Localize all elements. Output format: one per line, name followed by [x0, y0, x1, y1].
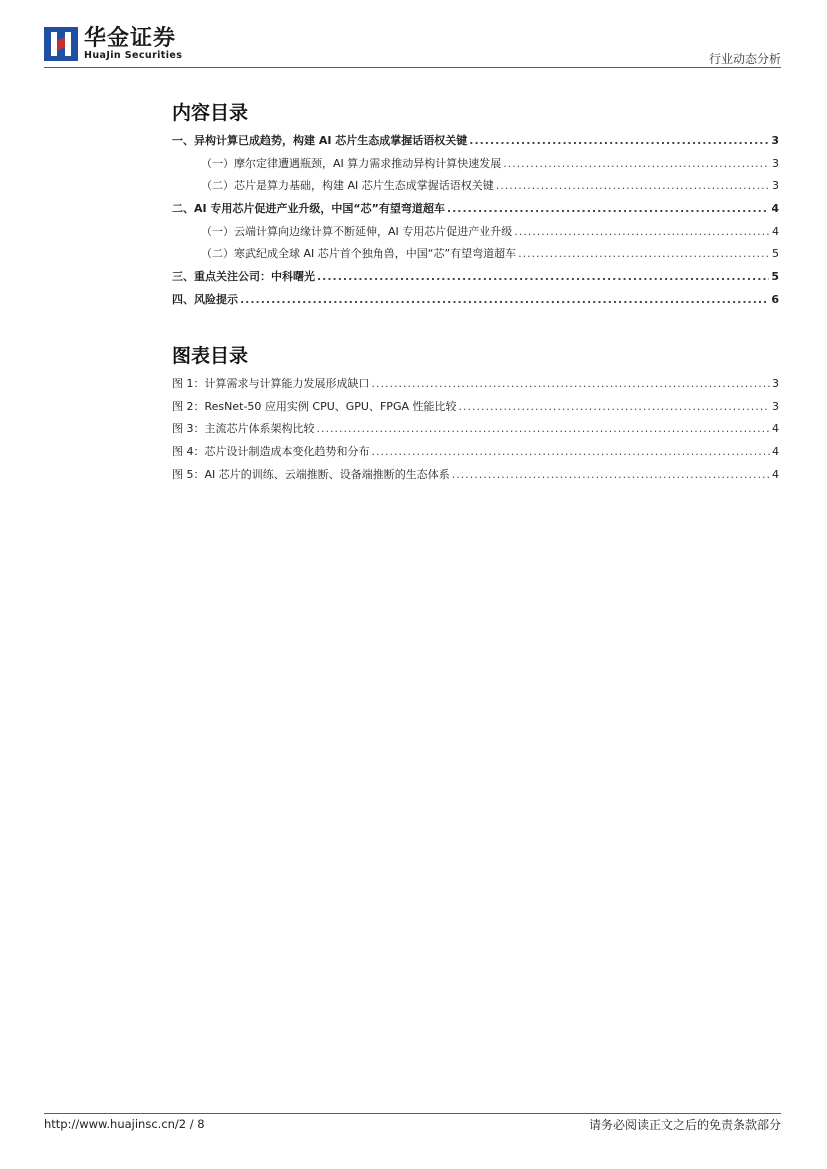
toc-leader-dots	[372, 377, 771, 390]
figure-entry-text: 图 3：主流芯片体系架构比较	[172, 422, 315, 436]
toc-entry-page: 3	[772, 156, 779, 170]
toc-entry-text: 二、AI 专用芯片促进产业升级，中国“芯”有望弯道超车	[172, 202, 445, 216]
figure-entry-page: 4	[772, 422, 779, 436]
toc-leader-dots	[496, 179, 770, 192]
figure-entry[interactable]	[172, 398, 779, 421]
toc-entry[interactable]	[172, 177, 779, 200]
figure-entry-page: 4	[772, 467, 779, 481]
figure-entry-text: 图 4：芯片设计制造成本变化趋势和分布	[172, 445, 370, 459]
figure-entry-page: 4	[772, 445, 779, 459]
toc-leader-dots	[240, 293, 769, 306]
toc-entry-page: 3	[771, 134, 779, 147]
toc-leader-dots	[447, 202, 769, 215]
toc-entry-page: 5	[771, 270, 779, 284]
toc-entry-page: 3	[772, 179, 779, 193]
figures-list	[172, 375, 779, 488]
logo-chinese-name: 华金证券	[84, 26, 177, 51]
figure-entry[interactable]	[172, 375, 779, 398]
huajin-logo-icon	[44, 27, 78, 61]
figures-title: 图表目录	[172, 345, 249, 367]
figure-entry[interactable]	[172, 420, 779, 443]
toc-entry-text: 四、风险提示	[172, 292, 238, 306]
contents-title: 内容目录	[172, 102, 249, 124]
toc-leader-dots	[514, 225, 770, 238]
toc-entry[interactable]	[172, 223, 779, 246]
logo-english-name: HuaJin Securities	[84, 50, 183, 61]
toc-entry-text: （二）芯片是算力基础，构建 AI 芯片生态成掌握话语权关键	[201, 179, 494, 193]
toc-entry-page: 6	[771, 292, 779, 306]
toc-leader-dots	[452, 468, 770, 481]
toc-leader-dots	[469, 134, 769, 147]
figure-entry[interactable]	[172, 443, 779, 466]
figure-entry-page: 3	[772, 399, 779, 413]
toc-entry[interactable]	[172, 200, 779, 223]
figure-entry-text: 图 2：ResNet-50 应用实例 CPU、GPU、FPGA 性能比较	[172, 399, 457, 413]
toc-entry-text: （一）摩尔定律遭遇瓶颈，AI 算力需求推动异构计算快速发展	[201, 156, 502, 170]
toc-entry[interactable]	[172, 245, 779, 268]
figure-entry-text: 图 5：AI 芯片的训练、云端推断、设备端推断的生态体系	[172, 467, 450, 481]
toc-entry[interactable]	[172, 132, 779, 155]
toc-leader-dots	[317, 270, 769, 283]
toc-leader-dots	[503, 157, 770, 170]
toc-entry-text: 三、重点关注公司：中科曙光	[172, 270, 315, 284]
toc-leader-dots	[317, 422, 771, 435]
figure-entry[interactable]	[172, 466, 779, 489]
toc-entry-text: （二）寒武纪成全球 AI 芯片首个独角兽，中国“芯”有望弯道超车	[201, 247, 517, 261]
toc-leader-dots	[518, 247, 770, 260]
header-divider	[44, 67, 781, 68]
toc-entry-page: 5	[772, 247, 779, 261]
toc-entry-page: 4	[771, 202, 779, 216]
toc-entry-text: 一、异构计算已成趋势，构建 AI 芯片生态成掌握话语权关键	[172, 134, 468, 147]
toc-entry-page: 4	[772, 224, 779, 238]
footer-divider	[44, 1113, 781, 1114]
toc-entry[interactable]	[172, 268, 779, 291]
footer-url-page[interactable]: http://www.huajinsc.cn/2 / 8	[44, 1117, 205, 1131]
figure-entry-page: 3	[772, 377, 779, 390]
toc-leader-dots	[459, 400, 771, 413]
toc-leader-dots	[372, 445, 771, 458]
footer-disclaimer: 请务必阅读正文之后的免责条款部分	[588, 1118, 781, 1132]
company-logo	[44, 27, 182, 61]
page-header	[0, 0, 827, 70]
contents-list	[172, 132, 779, 314]
toc-entry-text: （一）云端计算向边缘计算不断延伸，AI 专用芯片促进产业升级	[201, 224, 513, 238]
toc-entry[interactable]	[172, 155, 779, 178]
report-type-label: 行业动态分析	[708, 52, 781, 66]
toc-entry[interactable]	[172, 291, 779, 314]
figure-entry-text: 图 1：计算需求与计算能力发展形成缺口	[172, 377, 370, 390]
